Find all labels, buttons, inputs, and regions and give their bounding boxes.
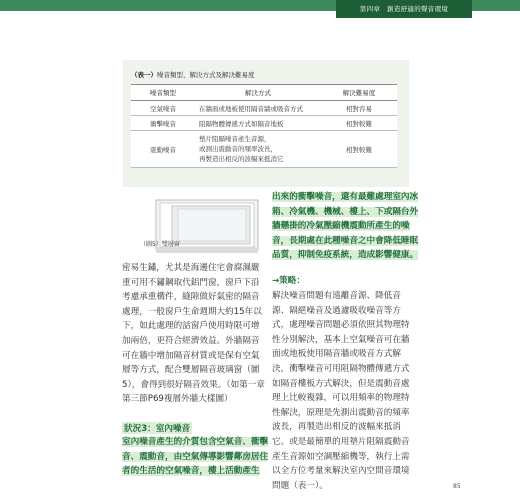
- table-row: [131, 101, 397, 116]
- page-number: 85: [453, 483, 461, 490]
- table-row: [131, 116, 397, 131]
- figure-caption: （圖5）雙層窗: [140, 241, 180, 248]
- table-cell: 阻隔物體傳遞方式如隔音地板: [195, 116, 321, 131]
- right-body-text: [272, 289, 418, 493]
- table-cell: 相對容易: [321, 101, 397, 116]
- right-highlight-text: 出來的衝擊噪音，還有最難處理室內冰箱、冷氣機、機械、樓上、下或隔台外牆懸掛的冷氣壓縮機震動所產生的噪音，長期處在此種噪音之中會降低睡眠品質，抑制免疫系統，造成影響健康。: [272, 192, 419, 261]
- paragraph: 密易生鏽，尤其是海邊住宅會腐濕嚴重可用不鏽鋼取代鋁門窗，窗戶下沿考慮承重構件，縫隙做好氣密的隔音處理，一般窗戶生命週期大約15年以下，如此處理的話窗戶使用時限可增加兩倍，更符合經濟效益。外牆隔音可在牆中增加隔音材質或是保有空氣層等方式，配合雙層隔音玻璃窗（圖5），會得到很好隔音效果。（如第一章第三節P69複層外牆大樣圖）: [122, 263, 265, 405]
- strategy-heading: →策略：: [272, 276, 305, 286]
- chapter-label: 第四章 創造舒適的聲音環境: [336, 0, 472, 18]
- table-cell: 空氣噪音: [131, 101, 195, 116]
- noise-table: [131, 84, 397, 168]
- left-highlight-text: 室內噪音產生的介質包含空氣音、衝擊音、震動音，由空氣傳導影響鄰房居住者的生活的空氣噪音，樓上活動產生: [122, 437, 269, 477]
- table-title: （表一）噪音類型、解決方式及解決難易度: [131, 71, 255, 79]
- table-header-row: [131, 85, 397, 101]
- table-header-cell: 解決方式: [195, 85, 321, 101]
- table-cell: 衝擊噪音: [131, 116, 195, 131]
- table-cell: 在牆面或地板使用隔音牆或吸音方式: [195, 101, 321, 116]
- table-cell: 相對較難: [321, 116, 397, 131]
- table-cell: 墊片阻隔噪音產生音源， 或測出震動音的頻率波長， 再製造出相反的波幅來抵消它: [195, 131, 321, 168]
- table-cell: 相對較難: [321, 131, 397, 168]
- table-cell: 震動噪音: [131, 131, 195, 168]
- noise-table-box: [123, 60, 409, 187]
- subheading-indoor-noise: 狀況3：室內噪音: [124, 424, 191, 434]
- table-header-cell: 解決難易度: [321, 85, 397, 101]
- table-row: [131, 131, 397, 168]
- table-header-cell: 噪音類型: [131, 85, 195, 101]
- left-body-text: [122, 261, 268, 407]
- paragraph: 解決噪音問題有遠離音源、降低音源、隔絕噪音及過濾吸收噪音等方式，處理噪音問題必須依照其物理特性分別解決，基本上空氣噪音可在牆面或地板使用隔音牆或吸音方式解決，衝擊噪音可用阻隔物體傳遞方式如隔音樓板方式解決，但是震動音處理上比較複雜，可以用頻率的物理特性解決，原理是先測出震動音的頻率波長，再製造出相反的波幅來抵消它。或是最簡單的用墊片阻隔震動音產生音源如空調壓縮機等，執行上需以全方位考量來解決室內空間音環境問題（表一）。: [272, 291, 410, 491]
